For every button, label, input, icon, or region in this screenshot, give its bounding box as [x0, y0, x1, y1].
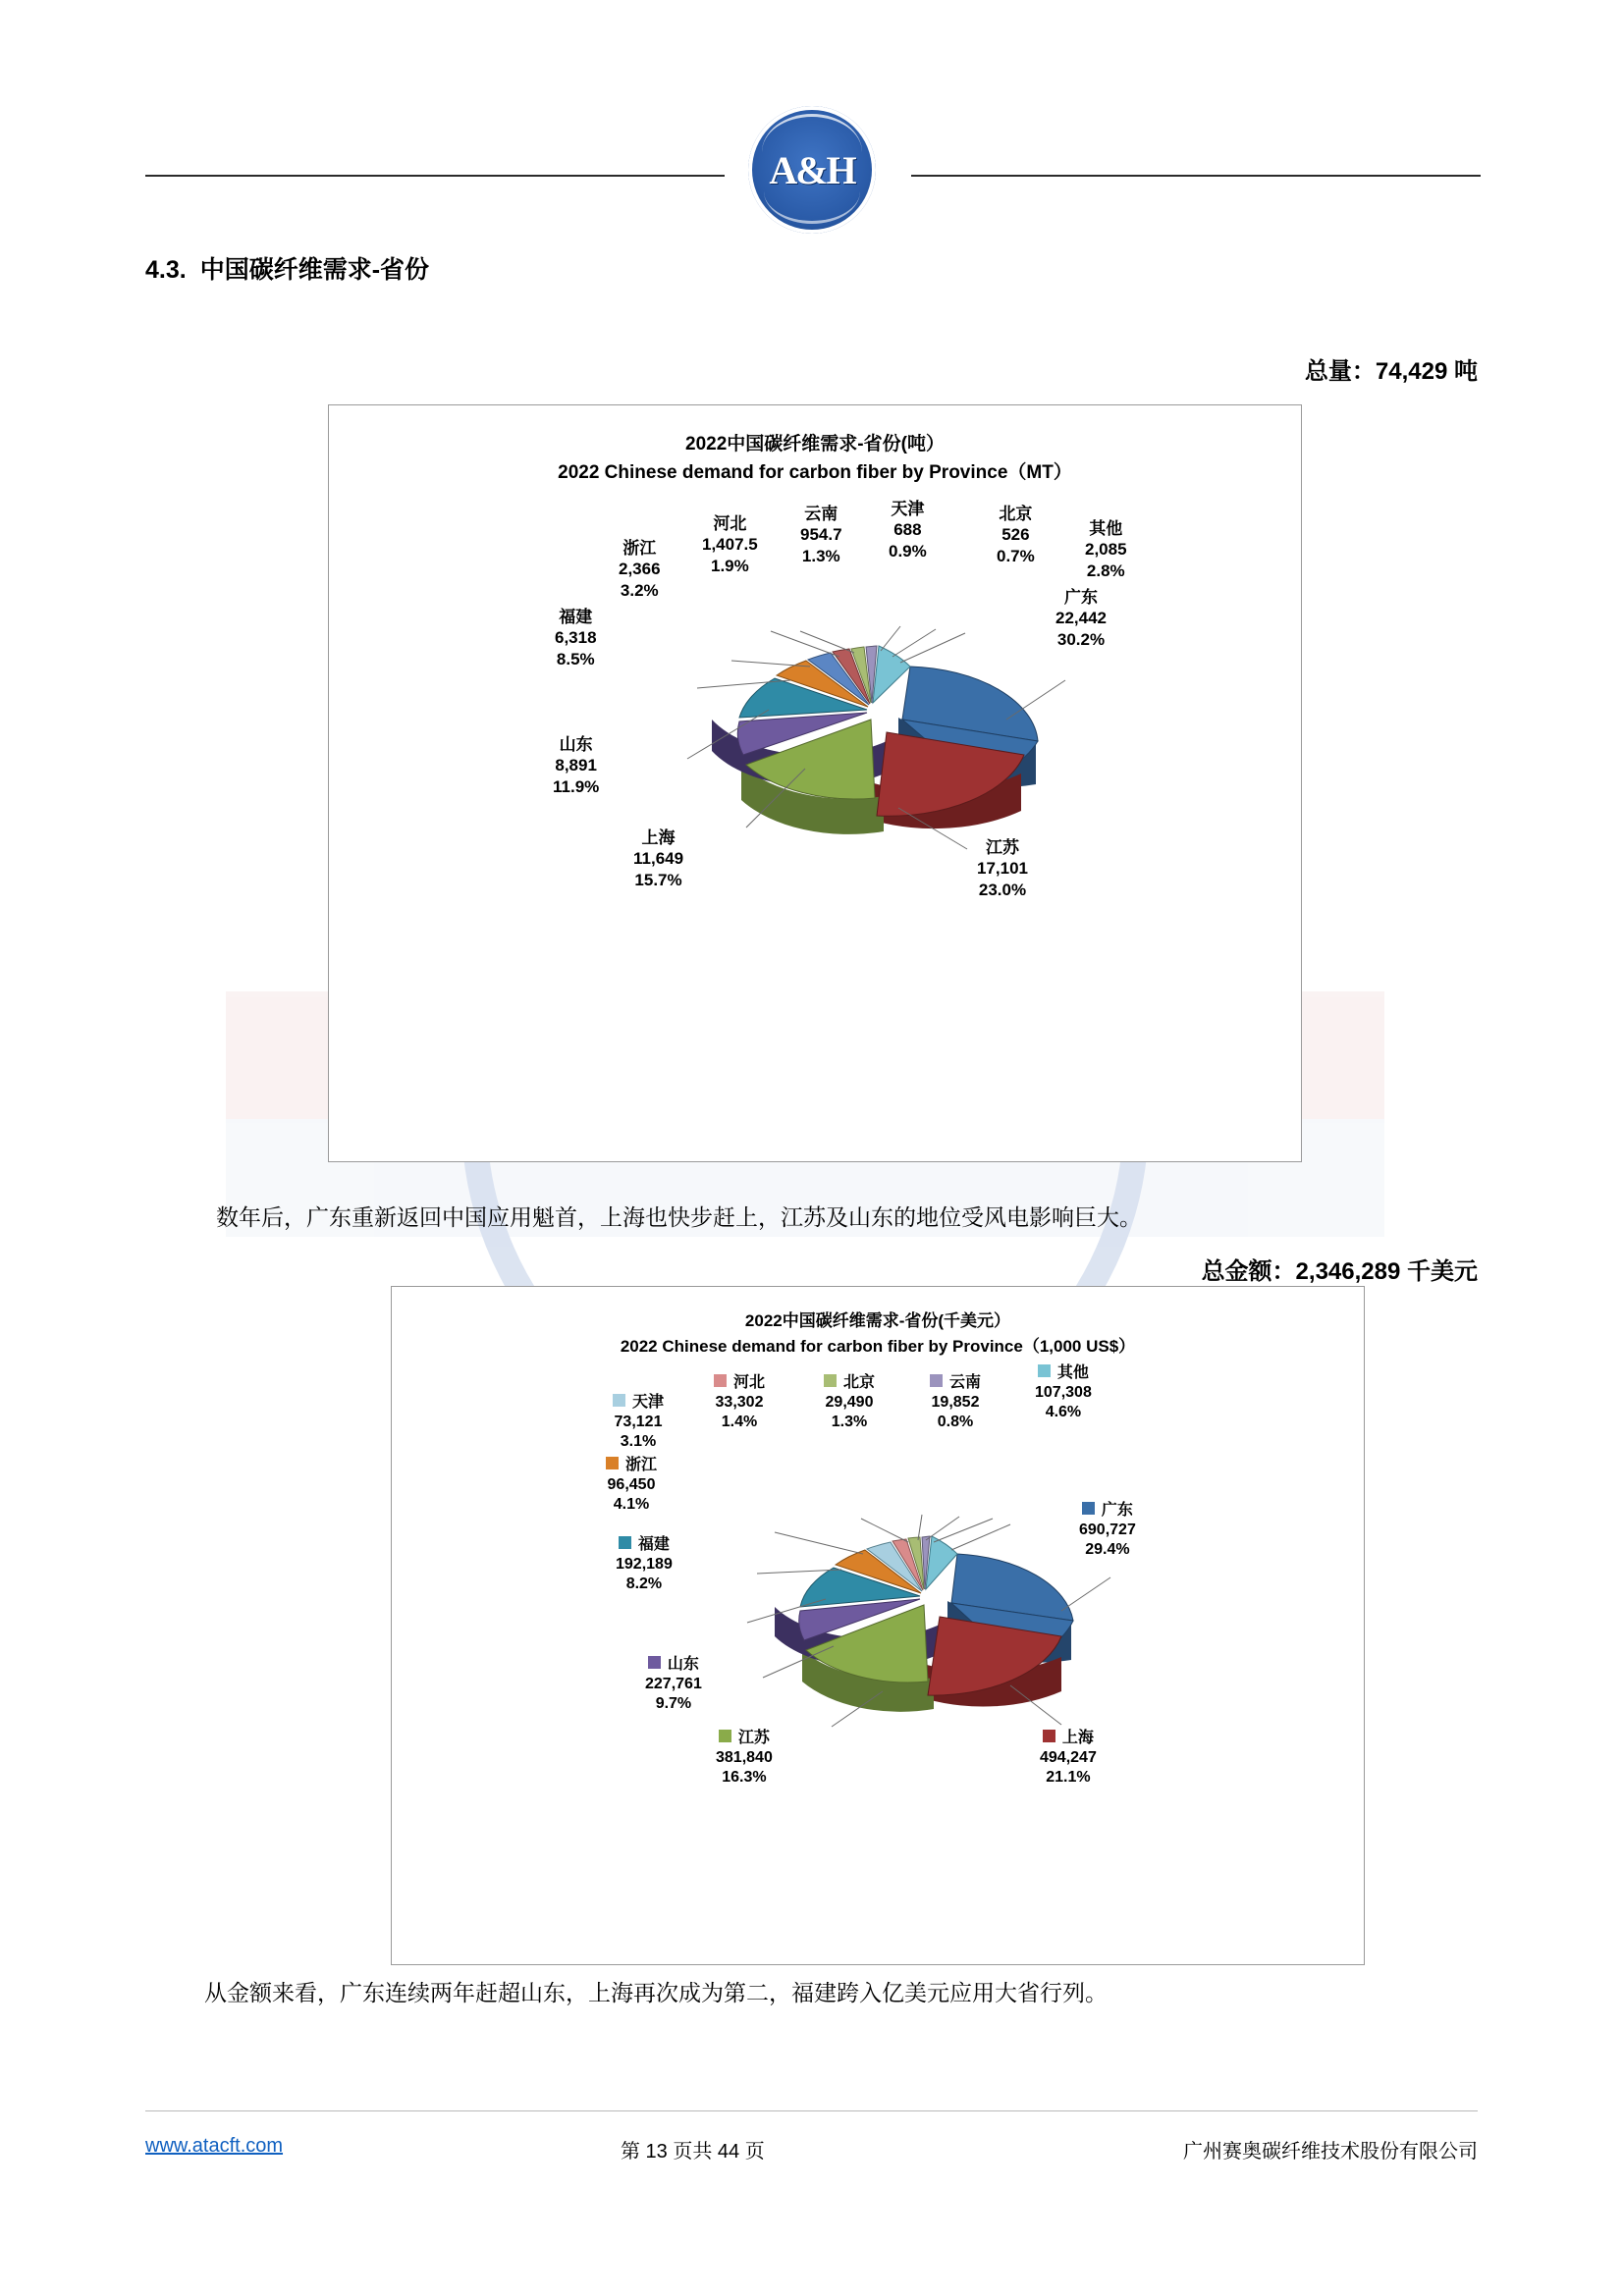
header-rule-right — [911, 175, 1481, 177]
swatch-shanghai-icon — [1043, 1730, 1055, 1742]
label-shandong-mt: 山东 8,891 11.9% — [553, 735, 600, 796]
label-other-mt: 其他 2,085 2.8% — [1085, 519, 1127, 580]
label-zhejiang-mt: 浙江 2,366 3.2% — [619, 539, 661, 600]
section-title-text: 中国碳纤维需求-省份 — [199, 256, 430, 284]
total-weight-label: 总量：74,429 吨 — [1304, 358, 1478, 385]
swatch-beijing-icon — [824, 1374, 837, 1387]
chart-mt-title-cn: 2022中国碳纤维需求-省份(吨） — [685, 434, 945, 454]
swatch-shandong-icon — [648, 1656, 661, 1669]
swatch-jiangsu-icon — [719, 1730, 731, 1742]
section-number: 4.3. — [145, 256, 187, 284]
legend-fujian-usd: 福建 — [616, 1535, 673, 1555]
chart-mt-container — [328, 404, 1302, 1162]
swatch-tianjin-icon — [613, 1394, 625, 1407]
label-beijing-usd: 北京 29,490 1.3% — [825, 1374, 876, 1430]
page-header — [0, 0, 1623, 226]
label-guangdong-usd: 广东 690,727 29.4% — [1079, 1502, 1136, 1558]
legend-tianjin-usd: 天津 — [613, 1393, 664, 1413]
legend-hebei-usd: 河北 — [714, 1373, 765, 1393]
legend-other-usd: 其他 — [1035, 1363, 1092, 1383]
label-yunnan-usd: 云南 19,852 0.8% — [931, 1374, 982, 1430]
slice-other-usd — [926, 1536, 957, 1589]
slice-other — [873, 646, 910, 703]
footer-website-link[interactable]: www.atacft.com — [145, 2135, 284, 2157]
chart-usd-container — [391, 1286, 1365, 1965]
section-heading — [145, 250, 429, 286]
chart-usd-title-en: 2022 Chinese demand for carbon fiber by Province（1,000 US$） — [620, 1336, 1136, 1356]
legend-shandong-usd: 山东 — [645, 1655, 702, 1675]
legend-jiangsu-usd: 江苏 — [716, 1729, 773, 1748]
label-zhejiang-usd: 浙江 96,450 4.1% — [607, 1457, 658, 1513]
chart-mt-title-en: 2022 Chinese demand for carbon fiber by Province（MT） — [558, 461, 1072, 483]
label-tianjin-usd: 天津 73,121 3.1% — [614, 1394, 665, 1450]
label-other-usd: 其他 107,308 4.6% — [1035, 1364, 1092, 1420]
swatch-hebei-icon — [714, 1374, 727, 1387]
label-yunnan-mt: 云南 954.7 1.3% — [800, 505, 842, 565]
header-rule-left — [145, 175, 725, 177]
label-shanghai-usd: 上海 494,247 21.1% — [1040, 1730, 1097, 1786]
logo-label: A&H — [769, 147, 855, 192]
caption-mt: 数年后，广东重新返回中国应用魁首，上海也快步赶上，江苏及山东的地位受风电影响巨大。 — [216, 1204, 1142, 1230]
chart-usd-title — [392, 1308, 1364, 1359]
footer-company-name: 广州赛奥碳纤维技术股份有限公司 — [1183, 2141, 1478, 2163]
footer-page-number: 第 13 页共 44 页 — [621, 2141, 765, 2163]
label-fujian-usd: 福建 192,189 8.2% — [616, 1536, 673, 1592]
label-shandong-usd: 山东 227,761 9.7% — [645, 1656, 702, 1712]
legend-beijing-usd: 北京 — [824, 1373, 875, 1393]
total-value-label: 总金额：2,346,289 千美元 — [1201, 1258, 1478, 1285]
legend-yunnan-usd: 云南 — [930, 1373, 981, 1393]
swatch-yunnan-icon — [930, 1374, 943, 1387]
logo-arc-bottom-icon — [764, 191, 860, 224]
legend-zhejiang-usd: 浙江 — [606, 1456, 657, 1475]
label-hebei-usd: 河北 33,302 1.4% — [715, 1374, 766, 1430]
legend-shanghai-usd: 上海 — [1040, 1729, 1097, 1748]
label-guangdong-mt: 广东 22,442 30.2% — [1055, 588, 1107, 649]
label-shanghai-mt: 上海 11,649 15.7% — [633, 828, 684, 889]
chart-mt-title — [329, 431, 1301, 487]
swatch-guangdong-icon — [1082, 1502, 1095, 1515]
caption-usd: 从金额来看，广东连续两年赶超山东，上海再次成为第二，福建跨入亿美元应用大省行列。 — [204, 1980, 1108, 2005]
label-hebei-mt: 河北 1,407.5 1.9% — [702, 514, 758, 575]
chart-mt-pie-svg — [653, 572, 1114, 926]
swatch-other-icon — [1038, 1364, 1051, 1377]
label-jiangsu-mt: 江苏 17,101 23.0% — [977, 838, 1028, 899]
legend-guangdong-usd: 广东 — [1079, 1501, 1136, 1521]
label-jiangsu-usd: 江苏 381,840 16.3% — [716, 1730, 773, 1786]
footer-rule — [145, 2110, 1478, 2111]
label-tianjin-mt: 天津 688 0.9% — [889, 500, 927, 561]
label-fujian-mt: 福建 6,318 8.5% — [555, 608, 597, 668]
swatch-fujian-icon — [619, 1536, 631, 1549]
chart-mt-pie — [653, 572, 1114, 926]
company-logo-icon — [748, 106, 876, 234]
chart-usd-title-cn: 2022中国碳纤维需求-省份(千美元） — [744, 1311, 1011, 1330]
logo-arc-top-icon — [762, 114, 862, 152]
swatch-zhejiang-icon — [606, 1457, 619, 1469]
label-beijing-mt: 北京 526 0.7% — [997, 505, 1035, 565]
